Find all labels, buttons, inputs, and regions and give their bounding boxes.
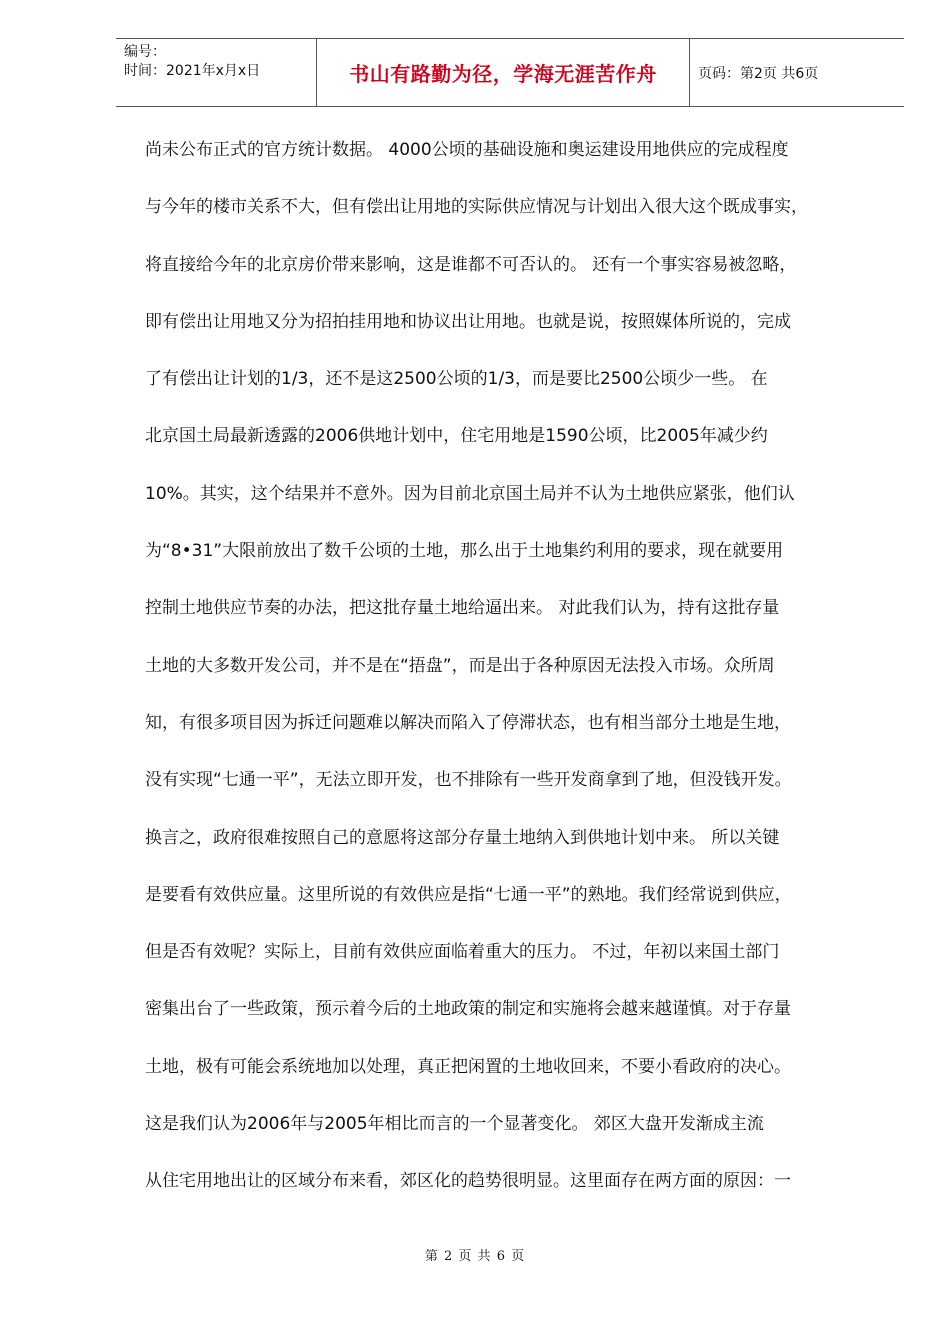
page-header: [116, 38, 904, 107]
body-line: 为“8•31”大限前放出了数千公顷的土地，那么出于土地集约利用的要求，现在就要用: [145, 541, 784, 562]
body-line: 这是我们认为2006年与2005年相比而言的一个显著变化。 郊区大盘开发渐成主流: [145, 1114, 764, 1135]
body-line: 尚未公布正式的官方统计数据。 4000公顷的基础设施和奥运建设用地供应的完成程度: [145, 140, 789, 160]
body-line: 了有偿出让计划的1/3，还不是这2500公顷的1/3，而是要比2500公顷少一些。 在: [145, 369, 768, 390]
body-line: 北京国土局最新透露的2006供地计划中，住宅用地是1590公顷，比2005年减少约: [145, 426, 768, 447]
body-line: 密集出台了一些政策，预示着今后的土地政策的制定和实施将会越来越谨慎。对于存量: [145, 999, 791, 1020]
page-footer: 第 2 页 共 6 页: [424, 1249, 526, 1264]
body-line: 但是否有效呢？实际上，目前有效供应面临着重大的压力。 不过，年初以来国土部门: [145, 942, 780, 963]
body-line: 从住宅用地出让的区域分布来看，郊区化的趋势很明显。这里面存在两方面的原因：一: [145, 1171, 791, 1192]
document-date-label: 时间：2021年x月x日: [124, 63, 261, 79]
header-meta: [116, 39, 316, 106]
header-page-number: 页码：第2页 共6页: [698, 65, 819, 82]
body-line: 是要看有效供应量。这里所说的有效供应是指“七通一平”的熟地。我们经常说到供应，: [145, 884, 792, 905]
header-motto: 书山有路勤为径，学海无涯苦作舟: [316, 39, 690, 106]
body-line: 10%。其实，这个结果并不意外。因为目前北京国土局并不认为土地供应紧张，他们认: [145, 483, 795, 504]
body-line: 换言之，政府很难按照自己的意愿将这部分存量土地纳入到供地计划中来。 所以关键: [145, 827, 780, 848]
body-line: 土地的大多数开发公司，并不是在“捂盘”，而是出于各种原因无法投入市场。众所周: [145, 655, 775, 676]
body-line: 土地，极有可能会系统地加以处理，真正把闲置的土地收回来，不要小看政府的决心。: [145, 1056, 791, 1077]
body-line: 没有实现“七通一平”，无法立即开发，也不排除有一些开发商拿到了地，但没钱开发。: [145, 770, 792, 791]
body-line: 知，有很多项目因为拆迁问题难以解决而陷入了停滞状态，也有相当部分土地是生地，: [145, 712, 791, 733]
body-line: 与今年的楼市关系不大，但有偿出让用地的实际供应情况与计划出入很大这个既成事实，: [145, 197, 808, 218]
body-line: 控制土地供应节奏的办法，把这批存量土地给逼出来。 对此我们认为，持有这批存量: [145, 598, 780, 619]
body-line: 将直接给今年的北京房价带来影响，这是谁都不可否认的。 还有一个事实容易被忽略，: [145, 254, 797, 275]
document-body: [145, 126, 905, 1215]
body-line: 即有偿出让用地又分为招拍挂用地和协议出让用地。也就是说，按照媒体所说的，完成: [145, 311, 791, 332]
document-number-label: 编号：: [124, 44, 166, 60]
